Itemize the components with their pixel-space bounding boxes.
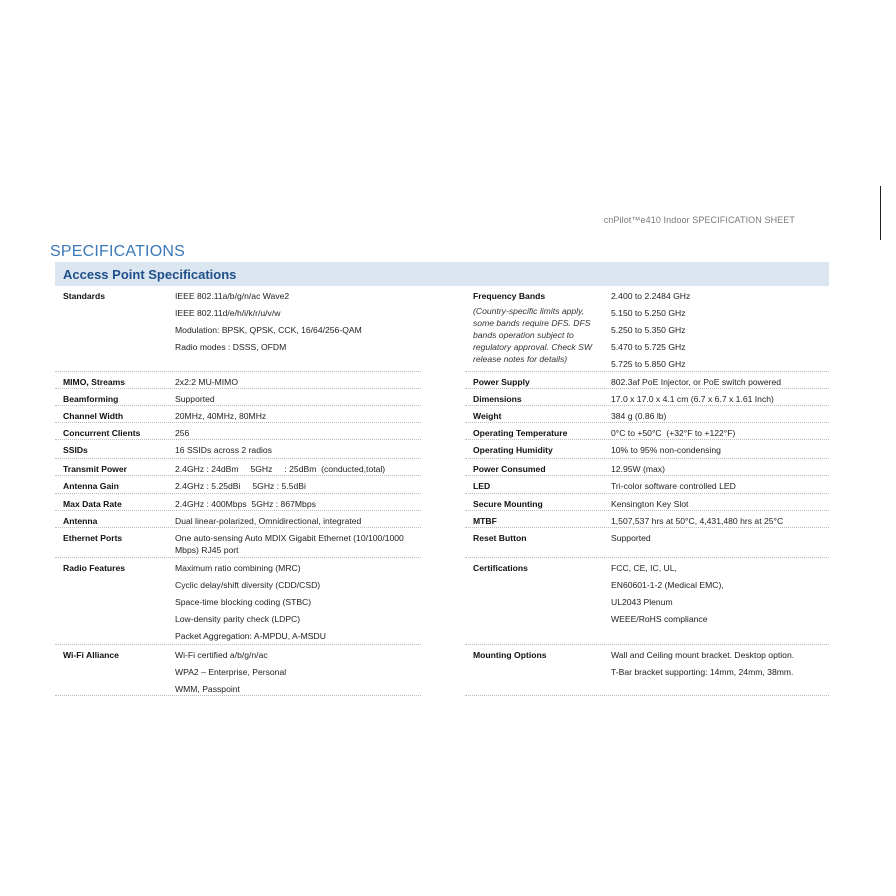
- spec-row-mounting-options: [465, 645, 829, 696]
- spec-value: 802.3af PoE Injector, or PoE switch powered: [611, 377, 782, 387]
- spec-label: [465, 645, 611, 695]
- spec-values: [175, 440, 421, 458]
- spec-value: 1,507,537 hrs at 50°C, 4,431,480 hrs at 25°C: [611, 516, 784, 526]
- spec-row-ethernet-ports: [55, 528, 421, 558]
- spec-value: IEEE 802.11a/b/g/n/ac Wave2: [175, 291, 290, 301]
- spec-values: [611, 528, 829, 557]
- spec-label-text: Channel Width: [63, 411, 124, 421]
- spec-value: Supported: [175, 394, 215, 404]
- spec-label: [465, 372, 611, 388]
- spec-label: [55, 476, 175, 493]
- spec-label-text: LED: [473, 481, 491, 491]
- spec-label: [465, 511, 611, 527]
- spec-value: Kensington Key Slot: [611, 499, 689, 509]
- spec-values: [175, 406, 421, 422]
- spec-label: [55, 645, 175, 695]
- spec-label-text: Concurrent Clients: [63, 428, 141, 438]
- spec-label-text: Wi-Fi Alliance: [63, 650, 119, 660]
- spec-values: [611, 286, 829, 371]
- spec-row-max-data-rate: [55, 494, 421, 511]
- spec-label: [55, 440, 175, 458]
- spec-value: 2x2:2 MU-MIMO: [175, 377, 239, 387]
- spec-values: [175, 459, 421, 475]
- spec-values: [175, 645, 421, 695]
- spec-values: [175, 476, 421, 493]
- spec-label: [465, 389, 611, 405]
- spec-label: [55, 494, 175, 510]
- spec-label-text: Reset Button: [473, 533, 527, 543]
- spec-row-channel-width: [55, 406, 421, 423]
- spec-note: (Country-specific limits apply, some bands require DFS. DFS bands operation subject to regulatory approval. Check SW release notes for details): [473, 306, 592, 364]
- spec-values: [611, 423, 829, 439]
- spec-values: [611, 494, 829, 510]
- document-header: cnPilot™e410 Indoor SPECIFICATION SHEET: [603, 215, 795, 225]
- spec-values: [611, 511, 829, 527]
- spec-value: Packet Aggregation: A-MPDU, A-MSDU: [175, 631, 326, 641]
- spec-value: 20MHz, 40MHz, 80MHz: [175, 411, 267, 421]
- spec-row-operating-temperature: [465, 423, 829, 440]
- spec-row-concurrent-clients: [55, 423, 421, 440]
- spec-label: [465, 423, 611, 439]
- spec-row-weight: [465, 406, 829, 423]
- spec-values: [611, 645, 829, 695]
- spec-row-dimensions: [465, 389, 829, 406]
- spec-label: [465, 406, 611, 422]
- section-band: [55, 262, 829, 286]
- right-spec-column: [465, 286, 829, 696]
- spec-value: 17.0 x 17.0 x 4.1 cm (6.7 x 6.7 x 1.61 Inch): [611, 394, 774, 404]
- spec-values: [175, 528, 421, 557]
- spec-value: One auto-sensing Auto MDIX Gigabit Ethernet (10/100/1000 Mbps) RJ45 port: [175, 533, 404, 555]
- spec-label: [465, 476, 611, 493]
- left-spec-column: [55, 286, 421, 696]
- spec-label-text: Operating Temperature: [473, 428, 568, 438]
- spec-label: [465, 440, 611, 458]
- spec-label-text: Dimensions: [473, 394, 522, 404]
- spec-value: 2.400 to 2.2484 GHz: [611, 291, 691, 301]
- spec-values: [175, 286, 421, 371]
- spec-label: [55, 459, 175, 475]
- spec-value: Space-time blocking coding (STBC): [175, 597, 312, 607]
- spec-value: WPA2 – Enterprise, Personal: [175, 667, 287, 677]
- spec-value: Tri-color software controlled LED: [611, 481, 736, 491]
- spec-label-text: Transmit Power: [63, 464, 127, 474]
- spec-value: UL2043 Plenum: [611, 597, 673, 607]
- spec-label-text: Max Data Rate: [63, 499, 122, 509]
- spec-row-reset-button: [465, 528, 829, 558]
- spec-label: [55, 423, 175, 439]
- spec-label-text: Antenna Gain: [63, 481, 119, 491]
- spec-label: [465, 528, 611, 557]
- spec-values: [175, 511, 421, 527]
- spec-label-text: Radio Features: [63, 563, 126, 573]
- spec-row-frequency-bands: [465, 286, 829, 372]
- spec-label-text: Power Consumed: [473, 464, 546, 474]
- spec-row-power-supply: [465, 372, 829, 389]
- spec-value: 2.4GHz : 400Mbps 5GHz : 867Mbps: [175, 499, 316, 509]
- spec-values: [611, 372, 829, 388]
- spec-label-text: SSIDs: [63, 445, 88, 455]
- spec-value: Radio modes : DSSS, OFDM: [175, 342, 287, 352]
- spec-row-led: [465, 476, 829, 494]
- spec-value: 2.4GHz : 24dBm 5GHz : 25dBm (conducted,total): [175, 464, 386, 474]
- spec-value: Low-density parity check (LDPC): [175, 614, 301, 624]
- spec-label: [55, 389, 175, 405]
- spec-values: [611, 440, 829, 458]
- spec-row-antenna-gain: [55, 476, 421, 494]
- spec-value: 256: [175, 428, 190, 438]
- section-title: SPECIFICATIONS: [50, 243, 185, 260]
- spec-values: [611, 406, 829, 422]
- spec-label-text: Frequency Bands: [473, 291, 546, 301]
- spec-label: [465, 286, 611, 371]
- spec-label-text: Power Supply: [473, 377, 530, 387]
- spec-value: 5.725 to 5.850 GHz: [611, 359, 686, 369]
- spec-values: [611, 558, 829, 644]
- spec-value: 384 g (0.86 lb): [611, 411, 667, 421]
- spec-row-secure-mounting: [465, 494, 829, 511]
- spec-label: [465, 459, 611, 475]
- spec-row-certifications: [465, 558, 829, 645]
- spec-row-mtbf: [465, 511, 829, 528]
- spec-label-text: Mounting Options: [473, 650, 547, 660]
- spec-value: 12.95W (max): [611, 464, 665, 474]
- spec-value: 16 SSIDs across 2 radios: [175, 445, 272, 455]
- band-title: Access Point Specifications: [63, 267, 237, 282]
- page-edge-rule: [880, 186, 881, 240]
- spec-label-text: Certifications: [473, 563, 528, 573]
- spec-value: 5.250 to 5.350 GHz: [611, 325, 686, 335]
- spec-label-text: Ethernet Ports: [63, 533, 123, 543]
- spec-row-ssids: [55, 440, 421, 459]
- spec-label-text: MIMO, Streams: [63, 377, 126, 387]
- spec-label-text: Antenna: [63, 516, 98, 526]
- spec-value: 0°C to +50°C (+32°F to +122°F): [611, 428, 736, 438]
- spec-row-standards: [55, 286, 421, 372]
- spec-label: [55, 286, 175, 371]
- spec-label: [55, 406, 175, 422]
- spec-value: Dual linear-polarized, Omnidirectional, integrated: [175, 516, 362, 526]
- spec-label-text: Secure Mounting: [473, 499, 543, 509]
- spec-value: Cyclic delay/shift diversity (CDD/CSD): [175, 580, 321, 590]
- spec-value: Modulation: BPSK, QPSK, CCK, 16/64/256-QAM: [175, 325, 362, 335]
- spec-label: [465, 558, 611, 644]
- spec-label: [55, 558, 175, 644]
- spec-value: Supported: [611, 533, 651, 543]
- spec-label: [55, 372, 175, 388]
- spec-value: FCC, CE, IC, UL,: [611, 563, 677, 573]
- spec-values: [175, 558, 421, 644]
- spec-value: 5.470 to 5.725 GHz: [611, 342, 686, 352]
- spec-label-text: MTBF: [473, 516, 497, 526]
- spec-values: [175, 389, 421, 405]
- spec-row-operating-humidity: [465, 440, 829, 459]
- spec-value: IEEE 802.11d/e/h/i/k/r/u/v/w: [175, 308, 281, 318]
- spec-value: Maximum ratio combining (MRC): [175, 563, 301, 573]
- spec-row-wi-fi-alliance: [55, 645, 421, 696]
- spec-row-antenna: [55, 511, 421, 528]
- spec-value: T-Bar bracket supporting: 14mm, 24mm, 38mm.: [611, 667, 794, 677]
- spec-values: [175, 494, 421, 510]
- spec-label: [55, 511, 175, 527]
- spec-row-mimo-streams: [55, 372, 421, 389]
- spec-value: EN60601-1-2 (Medical EMC),: [611, 580, 724, 590]
- spec-label-text: Standards: [63, 291, 106, 301]
- spec-value: 2.4GHz : 5.25dBi 5GHz : 5.5dBi: [175, 481, 306, 491]
- spec-label: [465, 494, 611, 510]
- spec-label: [55, 528, 175, 557]
- spec-label-text: Beamforming: [63, 394, 119, 404]
- spec-values: [175, 372, 421, 388]
- spec-values: [175, 423, 421, 439]
- spec-values: [611, 459, 829, 475]
- spec-values: [611, 389, 829, 405]
- spec-value: WMM, Passpoint: [175, 684, 240, 694]
- spec-row-beamforming: [55, 389, 421, 406]
- spec-value: 10% to 95% non-condensing: [611, 445, 721, 455]
- spec-row-power-consumed: [465, 459, 829, 476]
- spec-values: [611, 476, 829, 493]
- spec-value: WEEE/RoHS compliance: [611, 614, 708, 624]
- spec-row-transmit-power: [55, 459, 421, 476]
- spec-label-text: Weight: [473, 411, 502, 421]
- spec-value: Wi-Fi certified a/b/g/n/ac: [175, 650, 268, 660]
- spec-value: 5.150 to 5.250 GHz: [611, 308, 686, 318]
- spec-row-radio-features: [55, 558, 421, 645]
- spec-value: Wall and Ceiling mount bracket. Desktop option.: [611, 650, 795, 660]
- spec-label-text: Operating Humidity: [473, 445, 553, 455]
